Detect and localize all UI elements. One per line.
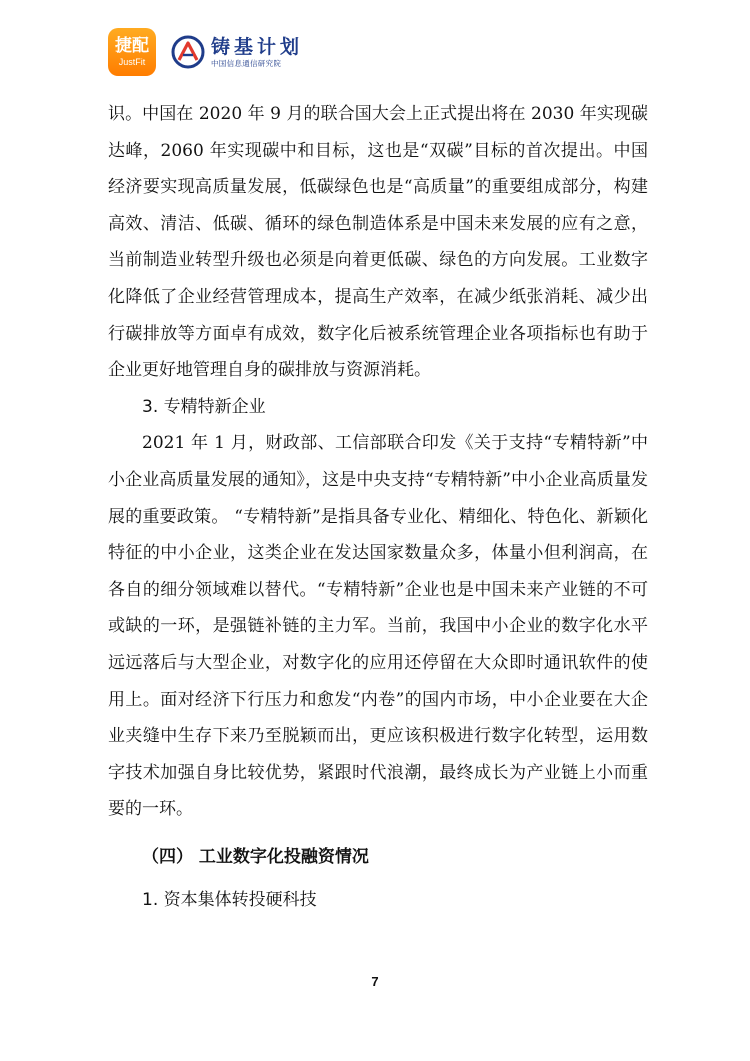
paragraph-carbon: 识。中国在 2020 年 9 月的联合国大会上正式提出将在 2030 年实现碳达峰，2060 年实现碳中和目标，这也是“双碳”目标的首次提出。中国经济要实现高质量发展，低碳绿色也是“高质量”的重要组成部分，构建高效、清洁、低碳、循环的绿色制造体系是中国未来发展的应有之意，当前制造业转型升级也必须是向着更低碳、绿色的方向发展。工业数字化降低了企业经营管理成本，提高生产效率，在减少纸张消耗、减少出行碳排放等方面卓有成效，数字化后被系统管理企业各项指标也有助于企业更好地管理自身的碳排放与资源消耗。 [108,104,648,381]
justfit-logo-en: JustFit [118,57,146,67]
caict-title: 铸基计划 [211,35,304,58]
page-header [108,26,303,78]
caict-subtitle: 中国信息通信研究院 [211,58,282,68]
justfit-logo [108,28,156,76]
heading-hard-tech: 1. 资本集体转投硬科技 [142,889,317,910]
paragraph-specialized: 2021 年 1 月，财政部、工信部联合印发《关于支持“专精特新”中小企业高质量发展的通知》，这是中央支持“专精特新”中小企业高质量发展的重要政策。 “专精特新”是指具备专业化、精细化、特色化、新颖化特征的中小企业，这类企业在发达国家数量众多，体量小但利润高，在各自的细分领域难以替代。“专精特新”企业也是中国未来产业链的不可或缺的一环，是强链补链的主力军。当前，我国中小企业的数字化水平远远落后与大型企业，对数字化的应用还停留在大众即时通讯软件的使用上。面对经济下行压力和愈发“内卷”的国内市场，中小企业要在大企业夹缝中生存下来乃至脱颖而出，更应该积极进行数字化转型，运用数字技术加强自身比较优势，紧跟时代浪潮，最终成长为产业链上小而重要的一环。 [108,433,648,820]
page-number: 7 [371,974,379,989]
caict-logo [170,34,303,70]
body-content [108,96,648,920]
caict-emblem-icon [170,34,206,70]
justfit-logo-cn: 捷配 [115,36,149,56]
heading-specialized-enterprises: 3. 专精特新企业 [142,396,266,417]
heading-investment: （四） 工业数字化投融资情况 [142,846,369,867]
